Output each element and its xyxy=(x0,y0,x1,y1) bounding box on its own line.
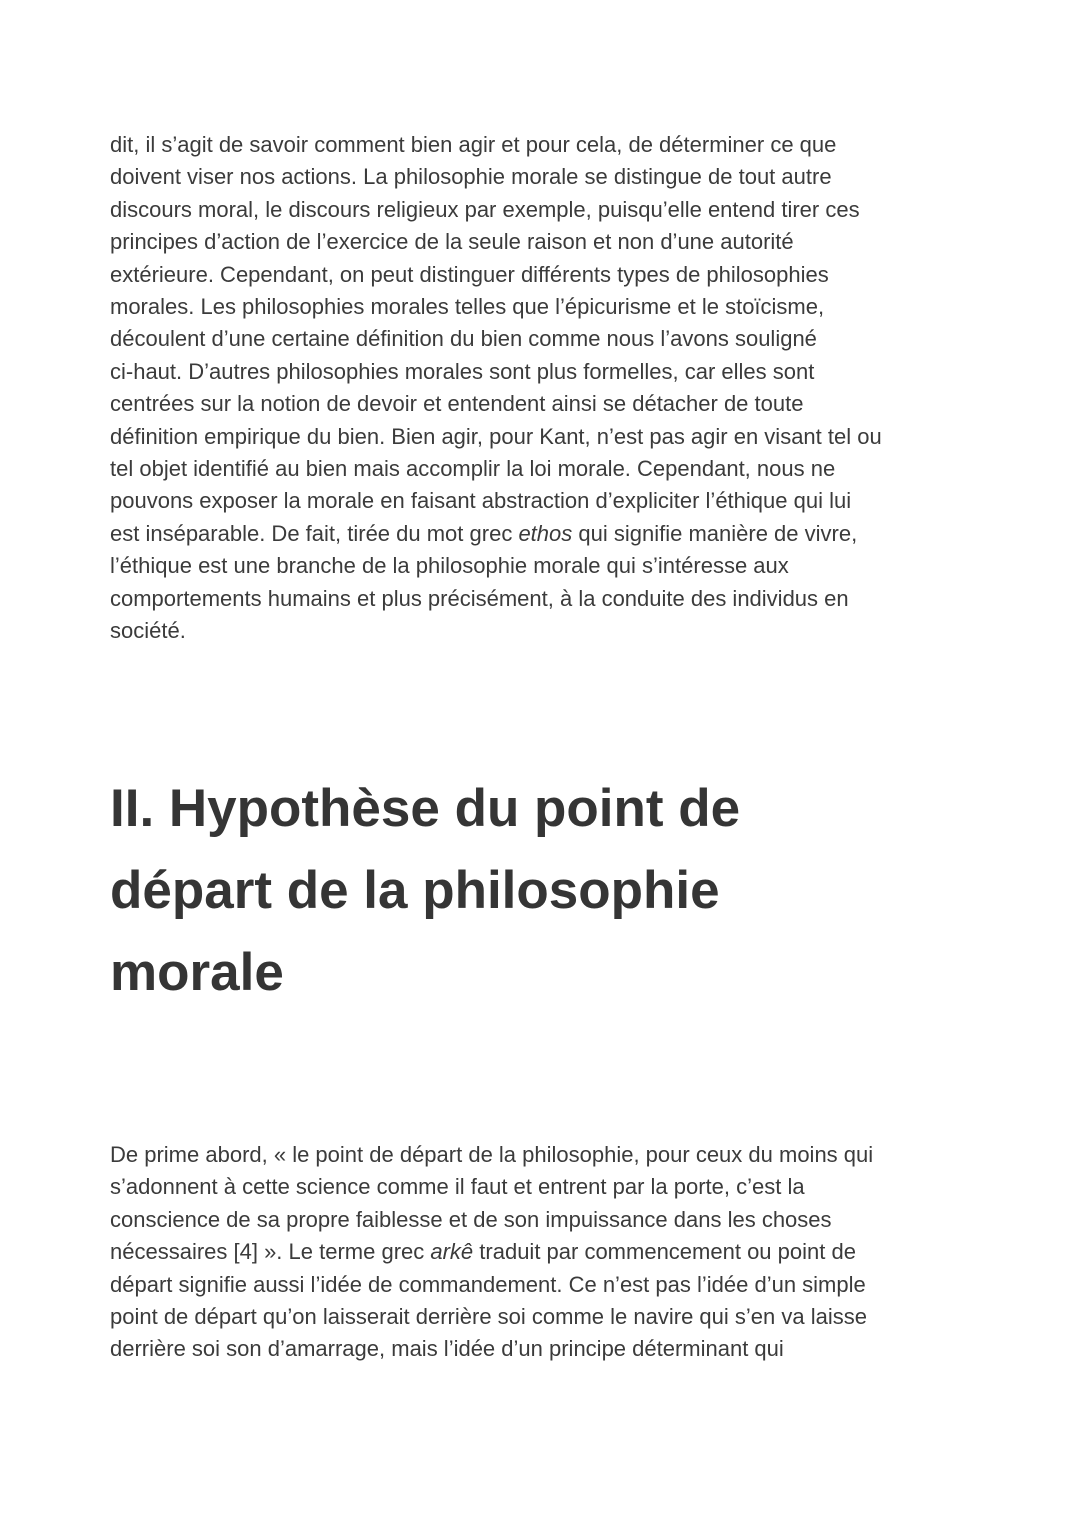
text-line: principes d’action de l’exercice de la seule raison et non d’une autorité xyxy=(110,229,794,255)
text-line: conscience de sa propre faiblesse et de son impuissance dans les choses xyxy=(110,1206,832,1232)
paragraph-starting-point xyxy=(110,1139,980,1366)
italic-term-arke: arkê xyxy=(430,1239,474,1265)
text-line: point de départ qu’on laisserait derrière soi comme le navire qui s’en va laisse xyxy=(110,1304,867,1330)
text-line: dit, il s’agit de savoir comment bien agir et pour cela, de déterminer ce que xyxy=(110,132,837,157)
paragraph-moral-philosophy xyxy=(110,129,980,648)
text-line: morales. Les philosophies morales telles que l’épicurisme et le stoïcisme, xyxy=(110,294,825,320)
text-line: l’éthique est une branche de la philosophie morale qui s’intéresse aux xyxy=(110,553,789,579)
heading-line: départ de la philosophie xyxy=(110,861,720,920)
text-line: De prime abord, « le point de départ de la philosophie, pour ceux du moins qui xyxy=(110,1142,874,1167)
text-line: s’adonnent à cette science comme il faut et entrent par la porte, c’est la xyxy=(110,1174,805,1200)
text-line-ethos xyxy=(110,518,980,550)
heading-line: II. Hypothèse du point de xyxy=(110,779,741,838)
text-line-arke xyxy=(110,1236,980,1268)
text-line: centrées sur la notion de devoir et entendent ainsi se détacher de toute xyxy=(110,391,804,417)
text-line: départ signifie aussi l’idée de commandement. Ce n’est pas l’idée d’un simple xyxy=(110,1271,866,1297)
text-line: doivent viser nos actions. La philosophie morale se distingue de tout autre xyxy=(110,164,832,190)
text-line: découlent d’une certaine définition du bien comme nous l’avons souligné xyxy=(110,326,817,352)
text-segment: traduit par commencement ou point de xyxy=(473,1239,856,1265)
italic-term-ethos: ethos xyxy=(518,520,573,546)
text-line: définition empirique du bien. Bien agir, pour Kant, n’est pas agir en visant tel ou xyxy=(110,423,882,449)
text-segment: qui signifie manière de vivre, xyxy=(572,520,858,546)
text-line: ci-haut. D’autres philosophies morales sont plus formelles, car elles sont xyxy=(110,358,815,384)
text-line: discours moral, le discours religieux par exemple, puisqu’elle entend tirer ces xyxy=(110,196,860,222)
text-line: derrière soi son d’amarrage, mais l’idée d’un principe déterminant qui xyxy=(110,1336,784,1362)
text-segment: est inséparable. De fait, tirée du mot grec xyxy=(110,520,519,546)
text-line: extérieure. Cependant, on peut distinguer différents types de philosophies xyxy=(110,261,829,287)
text-line: pouvons exposer la morale en faisant abstraction d’expliciter l’éthique qui lui xyxy=(110,488,852,514)
text-line: tel objet identifié au bien mais accomplir la loi morale. Cependant, nous ne xyxy=(110,456,836,482)
text-line: société. xyxy=(110,618,186,644)
section-heading xyxy=(110,768,970,1014)
heading-line: morale xyxy=(110,943,284,1002)
text-segment: nécessaires [4] ». Le terme grec xyxy=(110,1239,431,1265)
text-line: comportements humains et plus précisément, à la conduite des individus en xyxy=(110,585,849,611)
